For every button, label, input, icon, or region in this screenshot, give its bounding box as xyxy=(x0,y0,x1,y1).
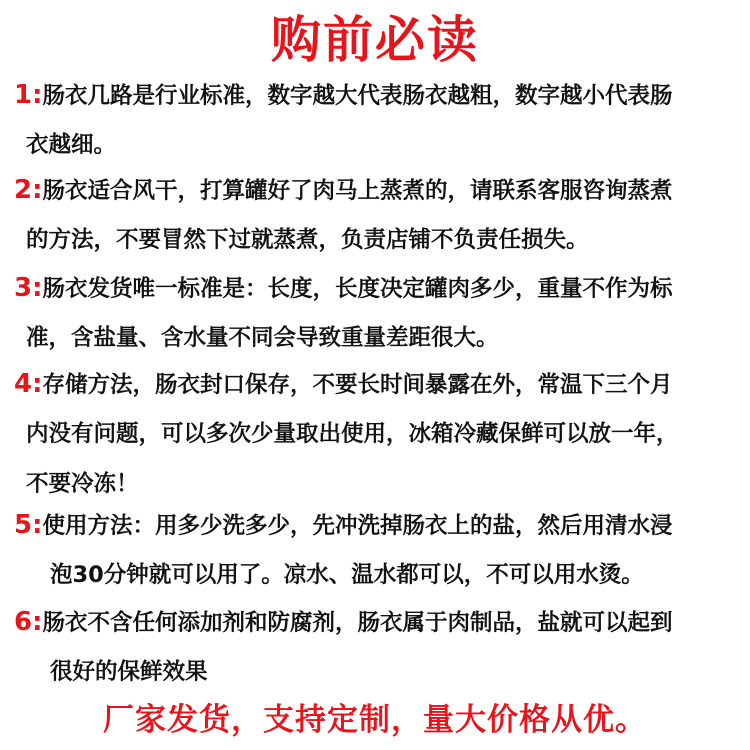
item-number: 5: xyxy=(14,510,43,540)
item-text: 肠衣适合风干，打算罐好了肉马上蒸煮的，请联系客服咨询蒸煮 xyxy=(42,178,673,204)
item-number: 1: xyxy=(14,80,43,110)
item-text: 不要冷冻！ xyxy=(26,471,139,497)
item-text: 肠衣几路是行业标准，数字越大代表肠衣越粗，数字越小代表肠 xyxy=(42,83,673,109)
item-number: 4: xyxy=(14,369,43,399)
item-text: 泡30分钟就可以用了。凉水、温水都可以，不可以用水烫。 xyxy=(50,562,644,588)
item-line xyxy=(14,500,738,550)
item-line xyxy=(14,550,738,600)
item-line xyxy=(14,359,738,409)
item-text: 肠衣发货唯一标准是：长度，长度决定罐肉多少，重量不作为标 xyxy=(42,276,673,302)
item-line xyxy=(14,597,738,647)
item-number: 2: xyxy=(14,175,43,205)
notice-item-1 xyxy=(14,70,738,170)
item-text: 肠衣不含任何添加剂和防腐剂，肠衣属于肉制品，盐就可以起到 xyxy=(42,610,673,636)
notice-item-4 xyxy=(14,359,738,509)
item-text: 使用方法：用多少洗多少，先冲洗掉肠衣上的盐，然后用清水浸 xyxy=(42,513,673,539)
item-line xyxy=(14,70,738,120)
item-line xyxy=(14,313,738,363)
item-text: 存储方法，肠衣封口保存，不要长时间暴露在外，常温下三个月 xyxy=(42,372,673,398)
item-text: 的方法，不要冒然下过就蒸煮，负责店铺不负责任损失。 xyxy=(26,227,589,253)
notice-item-3 xyxy=(14,263,738,363)
notice-item-2 xyxy=(14,165,738,265)
item-line xyxy=(14,165,738,215)
item-text: 衣越细。 xyxy=(26,132,117,158)
footer-slogan: 厂家发货，支持定制，量大价格从优。 xyxy=(103,702,647,738)
item-number: 3: xyxy=(14,273,43,303)
item-line xyxy=(14,215,738,265)
item-line xyxy=(14,409,738,459)
item-text: 内没有问题，可以多次少量取出使用，冰箱冷藏保鲜可以放一年， xyxy=(26,421,679,447)
item-text: 很好的保鲜效果 xyxy=(50,659,208,685)
item-line xyxy=(14,263,738,313)
item-text: 准，含盐量、含水量不同会导致重量差距很大。 xyxy=(26,325,499,351)
item-number: 6: xyxy=(14,607,43,637)
page-title: 购前必读 xyxy=(271,11,479,69)
notice-item-6 xyxy=(14,597,738,697)
item-line xyxy=(14,647,738,697)
notice-item-5 xyxy=(14,500,738,600)
item-line xyxy=(14,120,738,170)
